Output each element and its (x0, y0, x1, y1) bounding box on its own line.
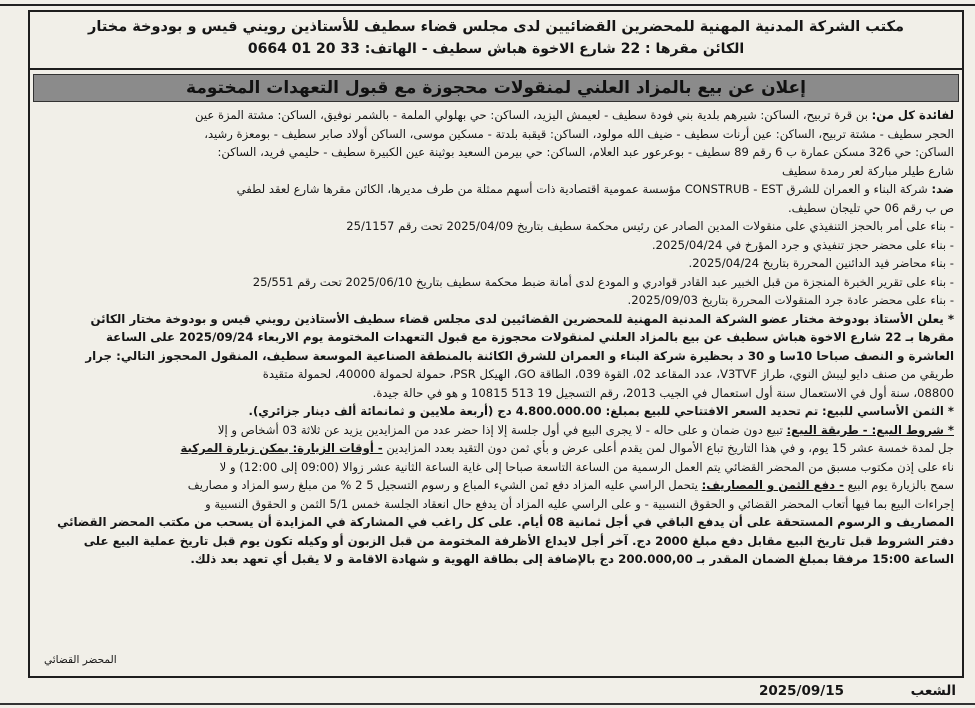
conditions-head-4: سمح بالزيارة يوم البيع (847, 478, 954, 492)
payment-text: يتحمل الراسي عليه المزاد دفع ثمن الشيء المباع و رسوم التسجيل 5 2 % من مبلغ رسو المزاد و مصاريف (187, 478, 698, 492)
item-description-1: طريقي من صنف دايو ليبش النوي، طراز V3TVF، عدد المقاعد 02، القوة 039، الطاقة GO، الهيكل PSR، حمولة لحمولة 40000، لحمولة متقيدة (262, 367, 954, 381)
conditions-line-7: دفتر الشروط قبل تاريخ البيع مقابل دفع مبلغ 2000 دج. آخر أجل لايداع الأظرفة المختومة من قبل الزبون أو وكيله تكون يوم قبل تاريخ عملية البيع على (83, 533, 954, 548)
beneficiaries-text: بن قرة تربيح، الساكن: شيرهم بلدية بني فودة سطيف - لعيمش اليزيد، الساكن: حي بهلولي الملمة - بالشمر نوفيق، الساكن: مشتة المزة عين (195, 108, 868, 122)
newspaper-name: الشعب (910, 683, 956, 699)
against-label: ضد: (931, 182, 954, 196)
payment-label: - دفع الثمن و المصاريف: (701, 478, 844, 492)
visit-times-label: - أوقات الزيارة: يمكن زيارة المركبة (180, 441, 383, 455)
beneficiaries-label: لفائدة كل من: (871, 108, 954, 122)
announcement-frame (28, 10, 964, 678)
notice-line-3: العاشرة و النصف صباحا 10سا و 30 د بحظيرة شركة البناء و العمران للشرق الكائنة بالمنطقة الصناعية الموسعة سطيف، المنقول المحجوز التالي: جرار (85, 348, 954, 363)
conditions-text-1: تبيع دون ضمان و على حاله - لا يجرى البيع في أول جلسة إلا إذا حضر عدد من المزايدين يزيد عن ثلاثة 03 أشخاص و إلا (217, 422, 783, 437)
item-description-2: 08800، سنة أول في الاستعمال سنة أول استعمال في الجيب 2013، رقم التسجيل 19 513 10815 و هو في حالة جيدة. (372, 385, 954, 400)
base-price-text: تم تحديد السعر الافتتاحي للبيع بمبلغ: 4.800.000.00 دج (أربعة ملايين و ثمانمائة ألف دينار جزائري). (248, 404, 819, 418)
conditions-line-8: الساعة 15:00 مرفقا بمبلغ الضمان المقدر بـ 200.000,00 دج بالإضافة إلى بطاقة الهوية و شهادة الاقامة و لا يقبل أي تعهد بعد ذلك. (190, 552, 954, 566)
conditions-line-4 (38, 476, 954, 495)
basis-line-5: - بناء على محضر عادة جرد المنقولات المحررة بتاريخ 2025/09/03. (627, 293, 954, 307)
office-header (30, 12, 962, 70)
top-rule (0, 4, 975, 6)
beneficiaries-line-2: الحجر سطيف - مشتة تربيح، الساكن: عين أرنات سطيف - ضيف الله مولود، الساكن: قيقبة بلدتة - مسكين موسى، الساكن أولاد صابر سطيف - بومعزة رشيد، (204, 126, 954, 141)
publication-date: 2025/09/15 (758, 683, 844, 699)
office-name: مكتب الشركة المدنية المهنية للمحضرين القضائيين لدى مجلس قضاء سطيف للأستاذين رويني قيس و بودوخة مختار (88, 19, 904, 35)
announcement-title: إعلان عن بيع بالمزاد العلني لمنقولات محجوزة مع قبول التعهدات المختومة (33, 74, 959, 102)
conditions-line-5: إجراءات البيع بما فيها أتعاب المحضر القضائي و الحقوق النسبية - و على الراسي عليه المزاد أن يدفع حال انعقاد الجلسة خمس 5/1 الثمن و الحقوق النسبية و (205, 496, 954, 511)
bottom-rule (0, 703, 975, 705)
bailiff-signature: المحضر القضائي (44, 654, 117, 666)
conditions-text-2: جل لمدة خمسة عشر 15 يوم، و في هذا التاريخ تباع الأموال لمن يقدم أعلى عرض و بأي ثمن دون التقيد بعدد المزايدين (386, 441, 954, 455)
base-price-line (38, 402, 954, 421)
publication-footer (28, 678, 964, 704)
beneficiaries-line-4: شارع طيلر مباركة لعر رمدة سطيف (782, 163, 954, 178)
against-text: شركة البناء و العمران للشرق CONSTRUB - EST مؤسسة عمومية اقتصادية ذات أسهم ممثلة من طرف مديرها، الكائن مقرها شارع لعقد لطفي (236, 182, 928, 196)
conditions-line-3: ناء على إذن مكتوب مسبق من المحضر القضائي يتم العمل الرسمية من الساعة التاسعة صباحا إلى غاية الساعة الثانية عشر زوالا (09:00 إلى 12:00) و لا (219, 459, 954, 474)
basis-line-2: - بناء على محضر حجز تنفيذي و جرد المؤرخ في 2025/04/24. (651, 237, 954, 252)
against-line (38, 180, 954, 199)
conditions-label: * شروط البيع: - طريقة البيع: (786, 422, 954, 437)
office-address: الكائن مقرها : 22 شارع الاخوة هباش سطيف - الهاتف: 33 20 01 0664 (247, 41, 745, 57)
basis-line-1: - بناء على أمر بالحجز التنفيذي على منقولات المدين الصادر عن رئيس محكمة سطيف بتاريخ 2025/04/09 تحت رقم 25/1157 (346, 219, 954, 233)
beneficiaries-line-3: الساكن: حي 326 مسكن عمارة ب 6 رقم 89 سطيف - بوعرعور عبد العلام، الساكن: حي بيرمن السعيد بوثينة عين الكبيرة سطيف - حليمي فريد، الساكن: (217, 145, 954, 159)
basis-line-3: - بناء محاضر فيد الدائنين المحررة بتاريخ 2025/04/24. (688, 256, 954, 270)
beneficiaries-line (38, 106, 954, 125)
conditions-line-2 (38, 439, 954, 458)
basis-line-4: - بناء على تقرير الخبرة المنجزة من قبل الخبير عبد القادر قوادري و المودع لدى أمانة ضبط محكمة سطيف بتاريخ 2025/06/10 تحت رقم 25/551 (252, 274, 954, 289)
conditions-line-1 (38, 421, 954, 440)
against-line-2: ص ب رقم 06 حي تليجان سطيف. (787, 200, 954, 215)
notice-line-1: * يعلن الأستاذ بودوخة مختار عضو الشركة المدنية المهنية للمحضرين القضائيين لدى مجلس قضاء سطيف الأستاذين رويني قيس و بودوخة مختار الكائن (90, 311, 954, 326)
base-price-label: * الثمن الأساسي للبيع: (821, 404, 954, 418)
announcement-body (30, 102, 962, 569)
conditions-line-6: المصاريف و الرسوم المستحقة على أن يدفع الباقي في أجل ثمانية 08 أيام. على كل راغب في المشاركة في المزايدة أن يسحب من مكتب المحضر القضائي (57, 515, 954, 529)
notice-line-2: مقرها بـ 22 شارع الاخوة هباش سطيف عن بيع بالمزاد العلني لمنقولات محجوزة مع قبول التعهدات المختومة يوم الاربعاء 2025/09/24 على الساعة (106, 330, 954, 344)
